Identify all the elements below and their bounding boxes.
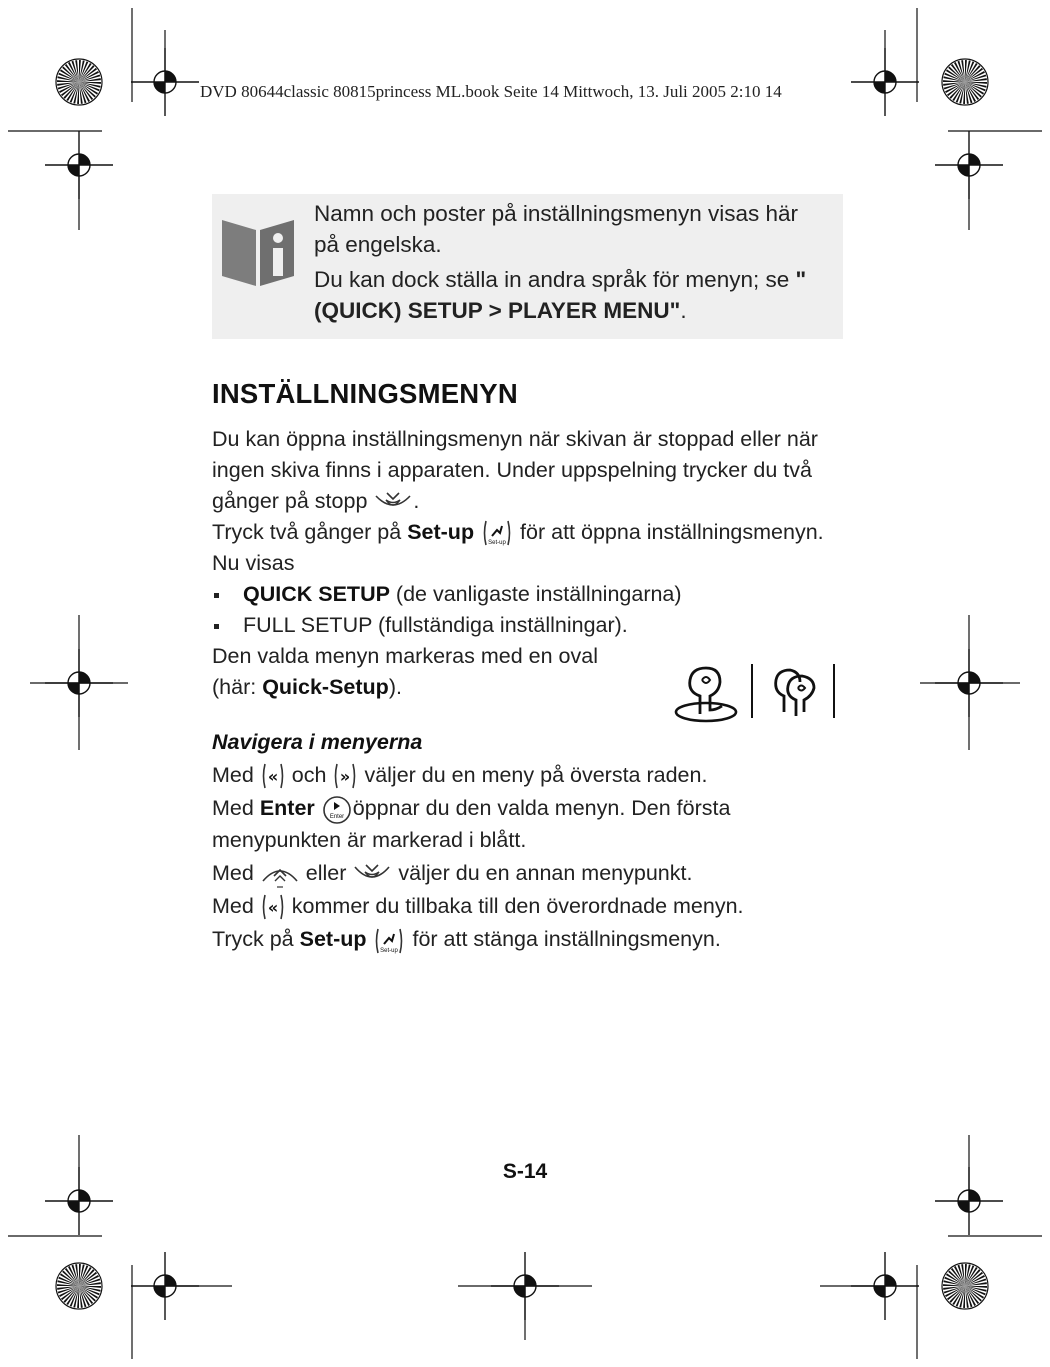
- paragraph-setup: [212, 517, 852, 579]
- full-setup-icon: [776, 670, 814, 716]
- setup-key-caption: Set-up: [380, 947, 399, 954]
- info-book-icon: [218, 208, 298, 288]
- nav-line-back: [212, 891, 852, 922]
- note-text: [314, 198, 829, 326]
- paragraph-text: Tryck på: [212, 927, 300, 952]
- paragraph-text: och: [291, 763, 327, 787]
- enter-key-caption: Enter: [329, 813, 344, 820]
- nav-line-close: [212, 924, 852, 955]
- paragraph-text: väljer du en meny på översta raden.: [364, 763, 708, 787]
- info-note: [212, 194, 843, 339]
- paragraph-open-menu: [212, 424, 852, 517]
- nav-line-select-menu: [212, 760, 852, 791]
- paragraph-text: öppnar du den valda menyn. Den första menypunkten är markerad i blått.: [212, 796, 731, 852]
- paragraph-text: (här:: [212, 675, 263, 700]
- paragraph-text: för att stänga inställningsmenyn.: [412, 927, 721, 952]
- note-line-1: Namn och poster på inställningsmenyn visas här på engelska.: [314, 201, 798, 257]
- up-button-icon: [260, 859, 300, 889]
- paragraph-oval: Den valda menyn markeras med en oval: [212, 644, 598, 669]
- stop-down-button-icon: [373, 488, 413, 516]
- nav-line-up-down: [212, 858, 852, 889]
- note-menu-reference: "(QUICK) SETUP > PLAYER MENU": [314, 267, 807, 323]
- navigation-body: [212, 760, 852, 956]
- subsection-heading: Navigera i menyerna: [212, 730, 423, 754]
- right-button-icon: [332, 761, 358, 791]
- paragraph-text: Med: [212, 893, 254, 918]
- bullet-keyword: QUICK SETUP: [243, 582, 390, 607]
- note-line-2: [314, 264, 829, 326]
- back-button-icon: [260, 892, 286, 922]
- paragraph-end: ).: [388, 675, 402, 700]
- svg-text:»: »: [340, 767, 351, 787]
- paragraph-text: eller: [305, 860, 347, 885]
- paragraph-text: Med: [212, 860, 254, 885]
- enter-key-label: Enter: [259, 796, 315, 821]
- section-heading: INSTÄLLNINGSMENYN: [212, 378, 518, 409]
- setup-button-icon: [480, 518, 514, 548]
- star-target-bottom-left: [56, 1263, 102, 1309]
- paragraph-text: Du kan öppna inställningsmenyn när skivan är stoppad eller när ingen skiva finns i apparaten. Under uppspelning trycker du två gånger på stopp: [212, 427, 818, 513]
- left-button-icon: [260, 761, 286, 791]
- list-item: [212, 579, 852, 610]
- quick-setup-icon: [676, 668, 736, 721]
- nav-line-enter: [212, 793, 852, 855]
- note-line-2-text: Du kan dock ställa in andra språk för menyn; se: [314, 267, 796, 292]
- menu-icons-illustration: [672, 660, 847, 724]
- setup-key-label: Set-up: [299, 927, 367, 952]
- paragraph-end: .: [413, 489, 420, 513]
- star-target-bottom-right: [942, 1263, 988, 1309]
- bullet-text: FULL SETUP (fullständiga inställningar).: [243, 613, 628, 638]
- page-number: S-14: [502, 1160, 548, 1183]
- paragraph-text: Med: [212, 763, 254, 787]
- paragraph-text: väljer du en annan menypunkt.: [398, 860, 693, 885]
- svg-text:«: «: [267, 767, 278, 787]
- setup-key-label: Set-up: [407, 520, 475, 544]
- bullet-text: (de vanligaste inställningarna): [389, 582, 682, 607]
- enter-button-icon: [321, 795, 353, 825]
- quick-setup-label: Quick-Setup: [262, 675, 389, 700]
- paragraph-text: för att öppna inställningsmenyn. Nu visas: [212, 520, 824, 576]
- down-button-icon: [352, 859, 392, 889]
- paragraph-text: kommer du tillbaka till den överordnade menyn.: [291, 893, 744, 918]
- paragraph-text: Tryck två gånger på: [212, 520, 408, 544]
- setup-button-icon: [372, 926, 406, 956]
- list-item: [212, 610, 852, 641]
- svg-text:«: «: [267, 898, 278, 918]
- print-header: DVD 80644classic 80815princess ML.book Seite 14 Mittwoch, 13. Juli 2005 2:10 14: [200, 82, 782, 101]
- paragraph-text: Med: [212, 796, 260, 821]
- note-line-2-end: .: [680, 298, 687, 323]
- star-target-top-left: [56, 59, 102, 105]
- setup-key-caption: Set-up: [488, 540, 506, 547]
- star-target-top-right: [942, 59, 988, 105]
